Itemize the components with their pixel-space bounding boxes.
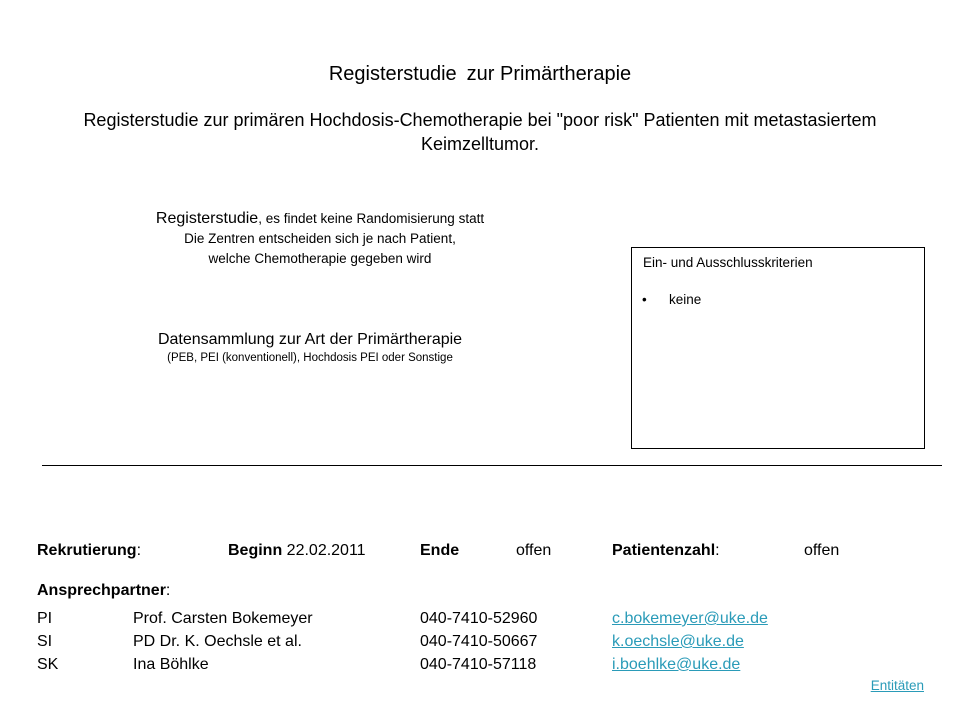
contact-name: Prof. Carsten Bokemeyer [133,610,313,627]
criteria-title: Ein- und Ausschlusskriterien [643,255,813,270]
contact-role: PI [37,610,53,627]
end-value: offen [516,542,552,559]
patients-value: offen [804,542,840,559]
recruitment-start [228,541,366,561]
contact-role: SI [37,633,53,650]
contact-role: SK [37,656,59,673]
registry-label: Registerstudie [155,210,259,227]
data-collection-detail: (PEB, PEI (konventionell), Hochdosis PEI oder Sonstige [167,352,453,364]
title-part-1: Registerstudie [328,63,457,85]
end-label: Ende [420,542,460,559]
registry-line-1: , es findet keine Randomisierung statt [258,211,485,226]
data-collection [70,330,550,366]
criteria-box [631,247,925,449]
patients-label: Patientenzahl: [612,542,720,559]
entitaeten-link[interactable]: Entitäten [870,678,924,693]
contact-phone: 040-7410-52960 [420,610,538,627]
registry-line-2: Die Zentren entscheiden sich je nach Patient, [184,231,456,246]
registry-line-3: welche Chemotherapie gegeben wird [208,251,432,266]
contact-email-link[interactable]: i.boehlke@uke.de [612,656,741,673]
title-part-2: zur Primärtherapie [466,63,632,85]
start-value: 22.02.2011 [286,542,366,559]
study-subtitle: Registerstudie zur primären Hochdosis-Chemotherapie bei "poor risk" Patienten mit metastasiertem Keimzelltumor. [83,110,877,154]
start-label: Beginn [228,542,283,559]
recruitment-label: Rekrutierung: [37,542,142,559]
page-title [0,63,960,86]
contacts-label: Ansprechpartner: [37,582,171,599]
divider [42,465,942,466]
bullet-icon: • [642,292,647,307]
criteria-item-text: keine [669,292,702,307]
contact-phone: 040-7410-50667 [420,633,538,650]
data-collection-heading: Datensammlung zur Art der Primärtherapie [157,331,463,348]
contact-name: Ina Böhlke [133,656,209,673]
contact-email-link[interactable]: c.bokemeyer@uke.de [612,610,768,627]
registry-description [90,208,550,269]
contact-phone: 040-7410-57118 [420,656,537,673]
contact-email-link[interactable]: k.oechsle@uke.de [612,633,744,650]
criteria-list-item [642,292,701,307]
contact-name: PD Dr. K. Oechsle et al. [133,633,302,650]
